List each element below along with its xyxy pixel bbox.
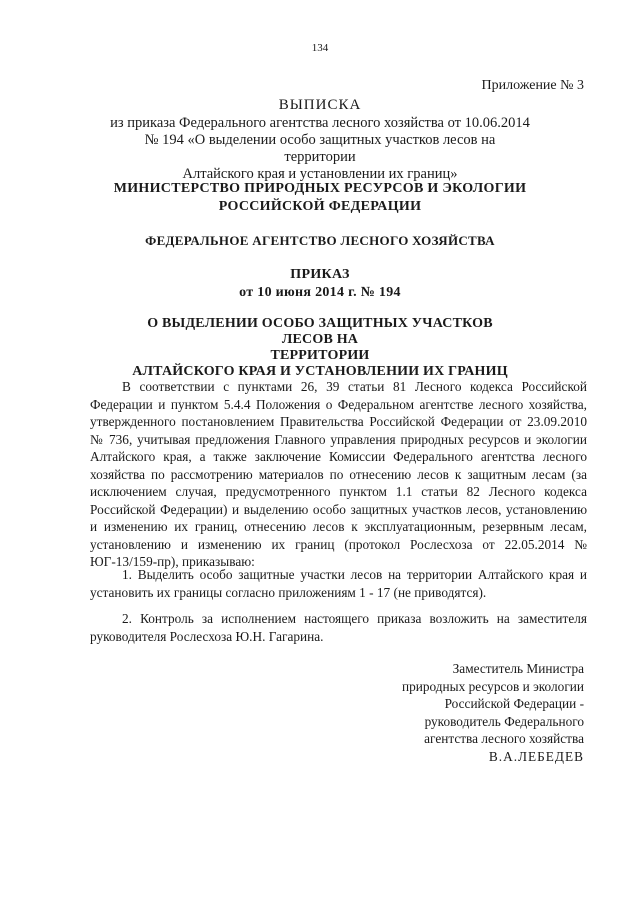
signature-position-line: Заместитель Министра [452, 661, 584, 676]
order-heading-line: АЛТАЙСКОГО КРАЯ И УСТАНОВЛЕНИИ ИХ ГРАНИЦ [132, 364, 508, 379]
signature-position-line: природных ресурсов и экологии [401, 678, 584, 694]
ministry-name [0, 180, 640, 216]
order-heading-line: ТЕРРИТОРИИ [270, 348, 370, 363]
body-paragraph-item-1: 1. Выделить особо защитные участки лесов на территории Алтайского края и установить их границы согласно приложениям 1 - 17 (не приводятся). [90, 567, 587, 600]
signature-position-line: руководитель Федерального [424, 713, 584, 729]
signatory-name: В.А.ЛЕБЕДЕВ [488, 748, 584, 764]
extract-subtitle-line: Алтайского края и установлении их границ» [182, 166, 458, 182]
extract-subtitle-line: № 194 «О выделении особо защитных участков лесов на территории [144, 132, 496, 165]
order-heading [120, 316, 520, 380]
body-paragraph-item-2: 2. Контроль за исполнением настоящего приказа возложить на заместителя руководителя Рослесхоза Ю.Н. Гагарина. [90, 611, 587, 644]
order-date: от 10 июня 2014 г. № 194 [239, 285, 401, 300]
agency-name: ФЕДЕРАЛЬНОЕ АГЕНТСТВО ЛЕСНОГО ХОЗЯЙСТВА [145, 233, 495, 248]
order-title: ПРИКАЗ [290, 267, 350, 282]
signature-position-line: агентства лесного хозяйства [424, 731, 584, 746]
page-number: 134 [311, 42, 329, 54]
signature-block [402, 660, 584, 765]
extract-subtitle [110, 115, 530, 183]
extract-title: ВЫПИСКА [278, 97, 362, 113]
signature-position-line: Российской Федерации - [444, 696, 584, 711]
ministry-name-line: МИНИСТЕРСТВО ПРИРОДНЫХ РЕСУРСОВ И ЭКОЛОГИИ [113, 181, 527, 196]
order-heading-line: О ВЫДЕЛЕНИИ ОСОБО ЗАЩИТНЫХ УЧАСТКОВ ЛЕСОВ НА [147, 316, 493, 347]
appendix-label: Приложение № 3 [481, 78, 584, 93]
ministry-name-line: РОССИЙСКОЙ ФЕДЕРАЦИИ [218, 199, 422, 214]
order-header [0, 266, 640, 302]
body-paragraph-preamble: В соответствии с пунктами 26, 39 статьи 81 Лесного кодекса Российской Федерации и пунктом 5.4.4 Положения о Федеральном агентстве лесного хозяйства, утвержденного постановлением Правительства Российской Федерации от 23.09.2010 № 736, учитывая предложения Главного управления природных ресурсов и экологии Алтайского края, а также заключение Комиссии Федерального агентства лесного хозяйства по рассмотрению материалов по отнесению лесов к защитным лесам (за исключением случая, предусмотренного пунктом 1.1 статьи 82 Лесного кодекса Российской Федерации) и выделению особо защитных участков лесов, установлению и изменению их границ, отнесению лесов к эксплуатационным, резервным лесам, установлению и изменению их границ (протокол Рослесхоза от 22.05.2014 № ЮГ-13/159-пр), приказываю: [90, 379, 587, 569]
extract-subtitle-line: из приказа Федерального агентства лесного хозяйства от 10.06.2014 [110, 115, 530, 131]
